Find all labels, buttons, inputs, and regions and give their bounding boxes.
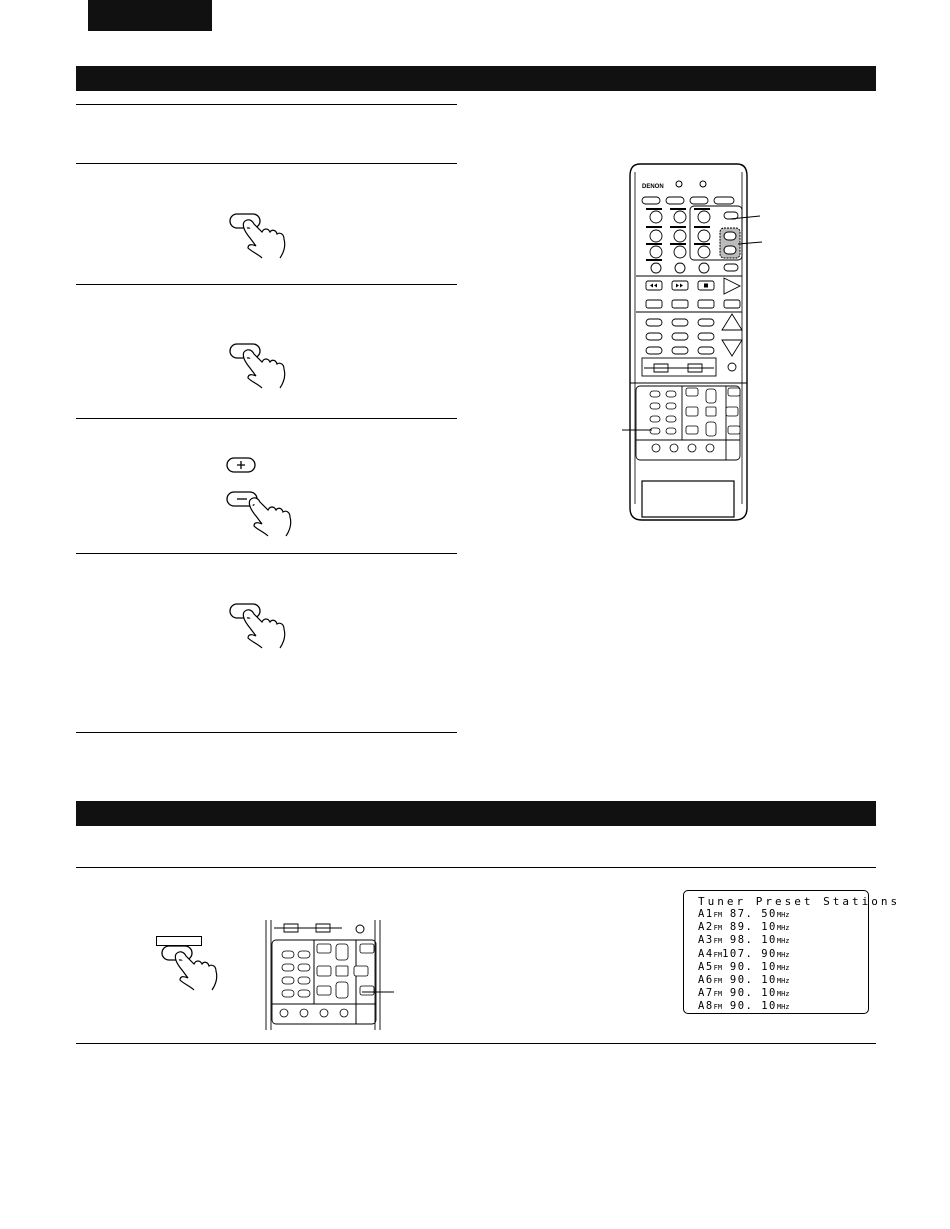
preset-row [698,1000,790,1013]
pointing-hand-icon [228,210,292,260]
preset-freq: 90. 10 [722,960,777,973]
preset-band: FM [713,924,723,933]
preset-band: FM [713,911,723,919]
preset-row [698,921,790,934]
preset-freq: 98. 10 [722,934,777,947]
preset-ch: A5 [698,960,714,973]
preset-ch: A7 [698,987,714,1000]
preset-unit: MHz [776,963,790,972]
preset-unit: MHz [776,950,790,959]
preset-row [698,948,790,961]
preset-freq: 90. 10 [722,974,777,987]
preset-freq: 89. 10 [722,921,777,934]
preset-row [698,974,790,987]
preset-band: FM [713,950,723,959]
preset-unit: MHz [776,977,790,986]
remote-control-icon [590,158,780,528]
step-divider [76,284,457,285]
preset-list [698,908,790,1014]
display-title: Tuner Preset Stations [698,895,901,908]
preset-row [698,908,790,921]
preset-unit: MHz [776,990,790,999]
preset-band: FM [713,1003,723,1012]
preset-row [698,987,790,1000]
pointing-hand-icon [228,600,292,650]
step-divider [76,553,457,554]
step-divider [76,418,457,419]
preset-ch: A8 [698,1000,714,1013]
preset-freq: 87. 50 [722,908,777,920]
preset-band: FM [713,977,723,986]
minus-button-icon [226,488,292,538]
preset-freq: 90. 10 [722,1000,777,1013]
stop-icon [704,284,708,288]
step-divider [76,867,876,868]
step-divider [76,163,457,164]
preset-unit: MHz [776,1003,790,1012]
step-divider [76,104,457,105]
preset-row [698,934,790,947]
preset-band: FM [713,990,723,999]
preset-unit: MHz [776,924,790,933]
remote-brand-logo: DENON [642,184,664,190]
preset-ch: A6 [698,974,714,987]
preset-band: FM [713,963,723,972]
preset-freq: 107. 90 [722,947,777,960]
preset-ch: A1 [698,908,714,920]
plus-button-icon [226,456,258,474]
preset-ch: A3 [698,934,714,947]
step-divider [76,1043,876,1044]
language-tab [88,0,212,31]
preset-freq: 90. 10 [722,987,777,1000]
remote-control-icon [262,920,398,1032]
pointing-hand-icon [228,340,292,390]
preset-ch: A2 [698,921,714,934]
preset-unit: MHz [776,937,790,946]
section-header-bar [76,66,876,91]
pointing-hand-icon [160,942,224,992]
preset-band: FM [713,937,723,946]
preset-unit: MHz [776,911,790,919]
section-header-bar [76,801,876,826]
preset-ch: A4 [698,947,714,960]
tuner-preset-display [683,890,901,1014]
preset-row [698,961,790,974]
step-divider [76,732,457,733]
